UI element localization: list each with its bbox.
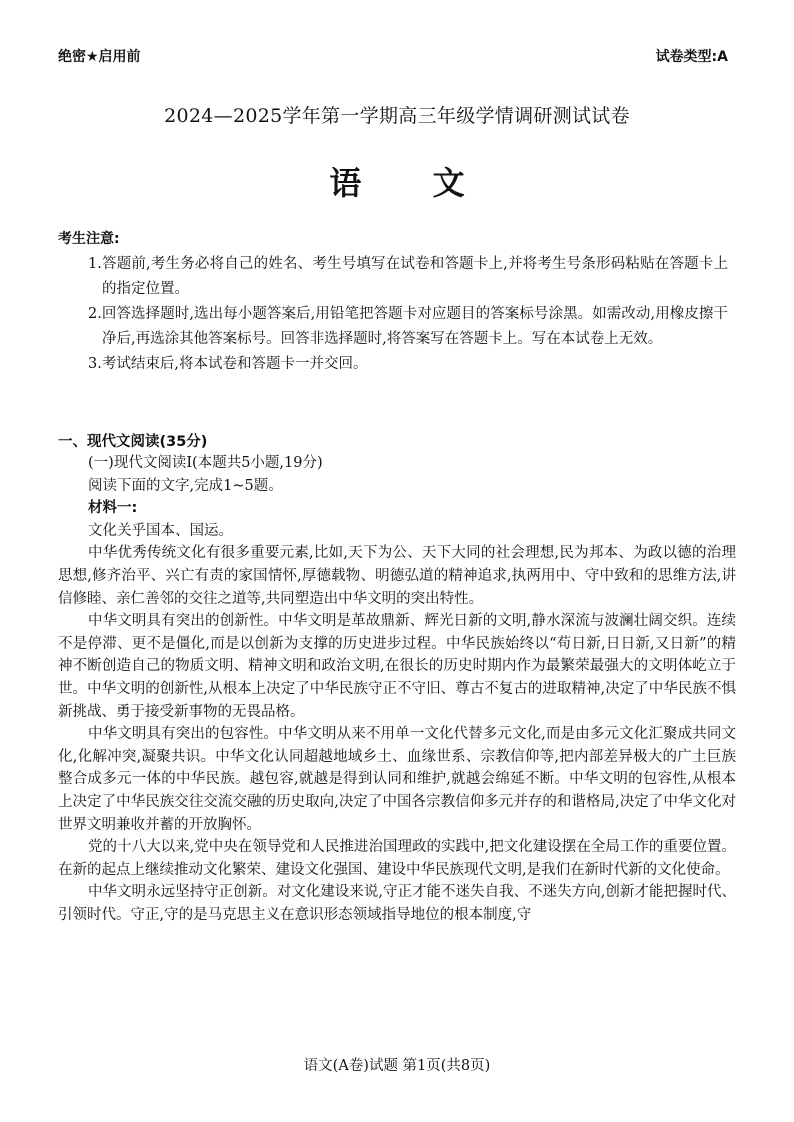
paragraph: 中华优秀传统文化有很多重要元素,比如,天下为公、天下大同的社会理想,民为邦本、为政以德的治理思想,修齐治平、兴亡有责的家国情怀,厚德载物、明德弘道的精神追求,执两用中、守中致和的思维方法,讲信修睦、亲仁善邻的交往之道等,共同塑造出中华文明的突出特性。 xyxy=(58,545,736,607)
exam-title: 2024—2025学年第一学期高三年级学情调研测试试卷 xyxy=(164,105,630,127)
paragraph: 中华文明具有突出的创新性。中华文明是革故鼎新、辉光日新的文明,静水深流与波澜壮阔交织。连续不是停滞、更不是僵化,而是以创新为支撑的历史进步过程。中华民族始终以“苟日新,日日新,又日新”的精神不断创造自己的物质文明、精神文明和政治文明,在很长的历史时期内作为最繁荣最强大的文明体屹立于世。中华文明的创新性,从根本上决定了中华民族守正不守旧、尊古不复古的进取精神,决定了中华民族不惧新挑战、勇于接受新事物的无畏品格。 xyxy=(58,613,736,720)
confidential-label: 绝密★启用前 xyxy=(58,49,141,65)
paragraph: 中华文明永远坚持守正创新。对文化建设来说,守正才能不迷失自我、不迷失方向,创新才能把握时代、引领时代。守正,守的是马克思主义在意识形态领域指导地位的根本制度,守 xyxy=(58,884,736,923)
section-heading: 一、现代文阅读(35分) xyxy=(58,434,208,450)
paragraph: 党的十八大以来,党中央在领导党和人民推进治国理政的实践中,把文化建设摆在全局工作的重要位置。在新的起点上继续推动文化繁荣、建设文化强国、建设中华民族现代文明,是我们在新时代新的文化使命。 xyxy=(58,839,736,878)
page-footer: 语文(A卷)试题 第1页(共8页) xyxy=(303,1058,491,1074)
notice-heading: 考生注意: xyxy=(58,231,120,247)
paragraph: 中华文明具有突出的包容性。中华文明从来不用单一文化代替多元文化,而是由多元文化汇聚成共同文化,化解冲突,凝聚共识。中华文化认同超越地域乡土、血缘世系、宗教信仰等,把内部差异极大的广土巨族整合成多元一体的中华民族。越包容,就越是得到认同和维护,就越会绵延不断。中华文明的包容性,从根本上决定了中华民族交往交流交融的历史取向,决定了中国各宗教信仰多元并存的和谐格局,决定了中华文化对世界文明兼收并蓄的开放胸怀。 xyxy=(58,726,736,833)
paper-type-label: 试卷类型:A xyxy=(655,49,728,65)
notice-list xyxy=(88,252,728,377)
sub-section-heading: (一)现代文阅读Ⅰ(本题共5小题,19分) xyxy=(88,455,323,471)
notice-item-3: 3.考试结束后,将本试卷和答题卡一并交回。 xyxy=(88,356,368,372)
notice-item-1: 1.答题前,考生务必将自己的姓名、考生号填写在试卷和答题卡上,并将考生号条形码粘贴在答题卡上的指定位置。 xyxy=(88,256,728,297)
notice-item-2: 2.回答选择题时,选出每小题答案后,用铅笔把答题卡对应题目的答案标号涂黑。如需改动,用橡皮擦干净后,再选涂其他答案标号。回答非选择题时,将答案写在答题卡上。写在本试卷上无效。 xyxy=(88,306,728,347)
material-label: 材料一: xyxy=(88,500,138,517)
reading-instruction: 阅读下面的文字,完成1~5题。 xyxy=(88,477,283,494)
lead-line: 文化关乎国本、国运。 xyxy=(88,522,233,539)
subject-title: 语 文 xyxy=(329,164,495,202)
reading-passage xyxy=(58,452,736,926)
